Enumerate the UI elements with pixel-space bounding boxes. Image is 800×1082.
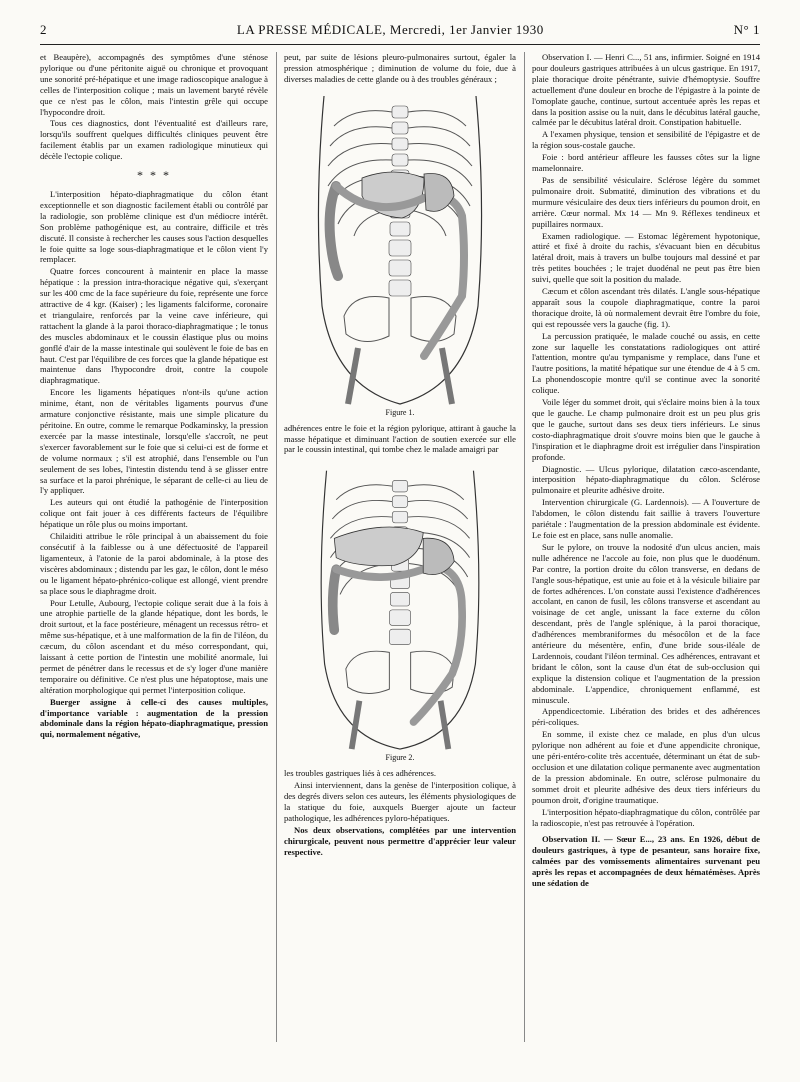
section-separator: * * * [137,168,171,183]
page-number: 2 [40,22,47,37]
paragraph: Intervention chirurgicale (G. Lardennois). — A l'ouverture de l'abdomen, le côlon distendu fait saillie à travers l'ouverture pariétale : l'augmentation de la pression abdominale est évidente. Le foie est en place, sans nulle anomalie. [532,497,760,540]
issue-number: N° 1 [733,22,760,37]
observation-2: Observation II. — Sœur E..., 23 ans. En 1926, début de douleurs gastriques, à type de pesanteur, sans horaire fixe, calmées par des vomissements alimentaires survenant peu après les repas et accompagnées de deux hématémèses. Après une sédation de [532,834,760,889]
column-1 [40,52,268,741]
paragraph: Sur le pylore, on trouve la nodosité d'un ulcus ancien, mais nulle adhérence ne l'accole au foie, non plus que le duodénum. Par contre, la portion droite du côlon transverse, en dedans de l'angle sous-hépatique, est unie au foie et à la vésicule biliaire par de fortes adhérences. L'on constate aussi l'existence d'adhérences accolant, en canon de fusil, les côlons transverse et ascendant au voisinage de cet angle, unissant la face externe du côlon descendant, près de l'angle splénique, à la paroi thoracique, d'adhérences membraniformes du mésocôlon et de la face antérieure du mésentère, enfin, d'une bride sous-iléale de Lardennois, coudant l'iléon terminal. Ces adhérences, entravant et bridant le côlon, sont la cause d'un état de sub-occlusion qui explique la distension colique et l'augmentation de la pression abdominale. L'appendice, chroniquement enflammé, est minuscule. [532,541,760,705]
paragraph: Chilaiditi attribue le rôle principal à un abaissement du foie consécutif à la faiblesse ou à une défectuosité de l'appareil ligamenteux, à l'atonie de la paroi abdominale, à la ptose des viscères abdominaux ; distendu par les gaz, le côlon, dont le méso ou le ligament hépato-phrénico-colique est allongé, vient prendre sa place sous le diaphragme droit. [40,531,268,596]
column-2 [284,52,516,859]
paragraph: La percussion pratiquée, le malade couché ou assis, en cette zone sur laquelle les constatations radiologiques ont attiré l'attention, montre qu'au tympanisme y remplace, dans l'une et l'autre positions, la matité hépatique sur une étendue de 4 à 5 cm. La phonendoscopie montre qu'il se continue avec la sonorité colique. [532,330,760,396]
paragraph: peut, par suite de lésions pleuro-pulmonaires surtout, égaler la pression atmosphérique ; diminution de volume du foie, due à diverses maladies de cette glande ou à des troubles généraux ; [284,52,516,84]
paragraph: Foie : bord antérieur affleure les fausses côtes sur la ligne mamelonnaire. [532,152,760,174]
paragraph: A l'examen physique, tension et sensibilité de l'épigastre et de la région sous-costale gauche. [532,129,760,151]
paragraph: Ainsi interviennent, dans la genèse de l'interposition colique, à des degrés divers selon ces auteurs, les éléments physiologiques de la statique du foie, auxquels Buerger ajoute un facteur pathologique, les adhérences pyloro-hépatiques. [284,780,516,823]
paragraph: Diagnostic. — Ulcus pylorique, dilatation cæco-ascendante, interposition hépato-diaphragmatique du côlon. Sclérose pulmonaire et pleurite adhésive droite. [532,463,760,496]
paragraph: Appendicectomie. Libération des brides et des adhérences péri-coliques. [532,706,760,728]
paragraph: Quatre forces concourent à maintenir en place la masse hépatique : la pression intra-thoracique négative qui, s'exerçant sur les 400 cmc de la face supérieure du foie, représente une force attractive de 4 kgr. (Kaiser) ; les ligaments falciforme, coronaire et triangulaire, renforcés par la veine cave inférieure, qui rattachent la glande à la paroi thoraco-diaphragmatique ; le tonus des muscles abdominaux et le coussin élastique plus ou moins gonflé d'air de la masse intestinale qui soulèvent le foie de bas en haut. C'est par l'équilibre de ces forces que la glande hépatique est maintenue dans l'hypocondre droit, contre la coupole diaphragmatique. [40,266,268,386]
paragraph: Voile léger du sommet droit, qui s'éclaire moins bien à la toux que le gauche. Le champ pulmonaire droit est un peu plus gris que le gauche, surtout dans ses deux tiers inférieurs. Le sinus costo-diaphragmatique droit s'ouvre moins bien que le gauche à l'inspiration et le diaphragme droit est irrégulier dans l'inspiration profonde. [532,397,760,462]
page-header [40,22,760,42]
journal-title: LA PRESSE MÉDICALE, Mercredi, 1er Janvier 1930 [236,22,544,37]
paragraph: Nos deux observations, complétées par une intervention chirurgicale, peuvent nous permettre d'apprécier leur valeur respective. [284,824,516,857]
paragraph: Examen radiologique. — Estomac légèrement hypotonique, attiré et fixé à droite du rachis, s'évacuant bien en décubitus latéral droit, mais à travers un bulbe toujours mal dessiné et par très petites bouchées ; le trajet duodénal ne peut pas être bien suivi, quelle que soit la position du malade. [532,230,760,285]
paragraph: adhérences entre le foie et la région pylorique, attirant à gauche la masse hépatique et diminuant l'action de soutien exercée sur elle par le coussin intestinal, qui tombe chez le malade amaigri par [284,422,516,455]
paragraph: Buerger assigne à celle-ci des causes multiples, d'importance variable : augmentation de la pression abdominale dans la région hépato-diaphragmatique, pression qui, normalement négative, [40,696,268,740]
header-rule [40,44,760,45]
paragraph: les troubles gastriques liés à ces adhérences. [284,768,437,779]
observation-1: Observation I. — Henri C..., 51 ans, infirmier. Soigné en 1914 pour douleurs gastriques attribuées à un ulcus gastrique. En 1917, plaie thoracique droite pénétrante, suivie d'hémoptysie. Souffre actuellement d'une douleur en broche de l'épigastre à la pointe de l'omoplate gauche, continue, surtout accentuée après les repas et dans la position assise ou la nuit, dans le décubitus latéral gauche, calmée par le décubitus latéral droit. Constipation habituelle. [532,52,760,128]
paragraph: Cæcum et côlon ascendant très dilatés. L'angle sous-hépatique apparaît sous la coupole diaphragmatique, contre la paroi thoracique droite, là où normalement devrait être l'ombre du foie, qui est repoussée vers la gauche (fig. 1). [532,286,760,329]
paragraph: Tous ces diagnostics, dont l'éventualité est d'ailleurs rare, lorsqu'ils souffrent quelques difficultés cliniques peuvent être facilement établis par un examen radiologique minutieux qui décèle l'ectopie colique. [40,118,268,162]
figure-2-caption: Figure 2. [385,753,415,763]
paragraph: L'interposition hépato-diaphragmatique du côlon, contrôlée par la radioscopie, n'est pas retrouvée à l'opération. [532,806,760,828]
column-3 [532,52,760,890]
figure-1-illustration [284,86,516,406]
paragraph: Encore les ligaments hépatiques n'ont-ils qu'une action minime, étant, non de véritables ligaments pourvus d'une armature conjonctive résistante, mais une simple plicature du péritoine. En outre, comme le remarque Podkaminsky, la pression exercée par la masse intestinale, lorsqu'elle s'accroît, ne peut s'exercer favorablement sur le foie que si celui-ci est de forme et de volume normaux ; s'il est atrophié, dans l'ensemble ou l'un seulement de ses lobes, l'intestin distendu tend à se glisser entre sa surface et la paroi phrénique, le séparant de celle-ci au lieu de l'y appliquer. [40,387,268,496]
figure-1-caption: Figure 1. [385,407,415,417]
paragraph: Les auteurs qui ont étudié la pathogénie de l'interposition colique ont fait jouer à ces différents facteurs de l'équilibre hépatique un rôle plus ou moins important. [40,497,268,530]
paragraph: L'interposition hépato-diaphragmatique du côlon étant exceptionnelle et son diagnostic facilement établi ou contrôlé par la radiologie, son problème clinique est d'un médiocre intérêt. Son problème pathogénique est, au contraire, difficile et très discuté. Il consiste à rechercher les causes sous l'action desquelles le foie quitte sa loge sous-diaphragmatique et le côlon vient l'y remplacer. [40,188,268,265]
paragraph: et Beaupère), accompagnés des symptômes d'une sténose pylorique ou d'une péritonite aiguë ou chronique et provoquant une sonorité pré-hépatique et une image radioscopique analogue à celles de l'interposition colique ; mais un lavement baryté révèle que ce n'est pas le côlon, mais l'intestin grêle qui occupe l'hypocondre droit. [40,52,268,117]
paragraph: En somme, il existe chez ce malade, en plus d'un ulcus pylorique non adhérent au foie et d'une appendicite chronique, une péri-entéro-colite très accentuée, déterminant un état de sub-occlusion et une dilatation colique permanente avec augmentation de la pression abdominale. En outre, sclérose pulmonaire du sommet droit et pleurite adhésive des deux tiers inférieurs du poumon droit, d'origine traumatique. [532,729,760,805]
figure-2-illustration [284,461,516,751]
column-divider [276,52,277,1042]
column-divider [524,52,525,1042]
paragraph: Pas de sensibilité vésiculaire. Sclérose légère du sommet pulmonaire droit. Submatité, diminution des vibrations et du murmure vésiculaire des deux tiers inférieurs du poumon droit, en arrière. Cœur normal. Mx 14 — Mn 9. Réflexes tendineux et pupillaires normaux. [532,174,760,229]
paragraph: Pour Letulle, Aubourg, l'ectopie colique serait due à la fois à une atrophie partielle de la glande hépatique, dont les bords, le droit surtout, et la face postérieure, ménagent un recessus rétro- et même sus-hépatique, et à une malformation de la fin de l'iléon, du cæcum, du côlon ascendant et du méso correspondant, qui, laissant à cette portion de l'intestin une mobilité anormale, lui permet de pénétrer dans le recessus et de s'y loger d'une manière temporaire ou définitive. Ce n'est plus une hépatoptose, mais une altération morphologique qui permet l'interposition colique. [40,597,268,695]
